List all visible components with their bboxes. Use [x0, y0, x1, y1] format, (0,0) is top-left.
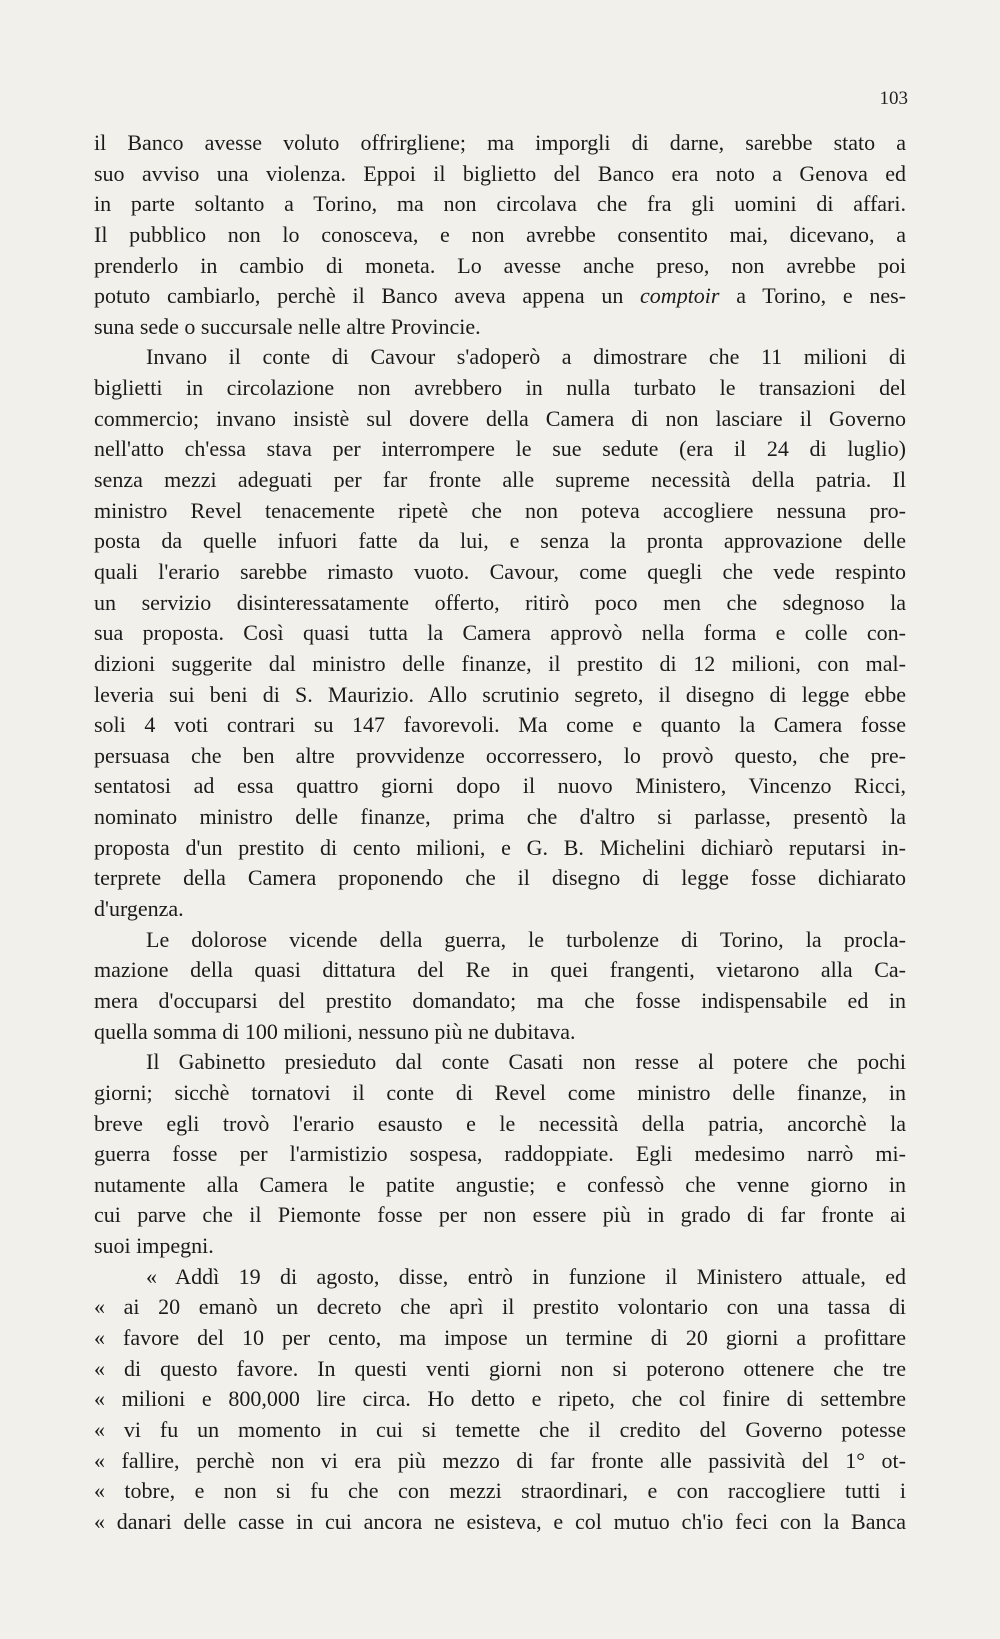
text-line: « ai 20 emanò un decreto che aprì il prestito volontario con una tassa di	[94, 1294, 906, 1320]
text-line: soli 4 voti contrari su 147 favorevoli. Ma come e quanto la Camera fosse	[94, 712, 906, 738]
text-line: prenderlo in cambio di moneta. Lo avesse anche preso, non avrebbe poi	[94, 252, 906, 278]
text-line: un servizio disinteressatamente offerto, ritirò poco men che sdegnoso la	[94, 589, 906, 615]
text-line: « fallire, perchè non vi era più mezzo di far fronte alle passività del 1° ot-	[94, 1447, 906, 1473]
text-line: quella somma di 100 milioni, nessuno più ne dubitava.	[94, 1018, 576, 1044]
text-line: Le dolorose vicende della guerra, le turbolenze di Torino, la procla-	[146, 926, 906, 952]
text-line: « danari delle casse in cui ancora ne esisteva, e col mutuo ch'io feci con la Banca	[94, 1508, 906, 1534]
text-line: in parte soltanto a Torino, ma non circolava che fra gli uomini di affari.	[94, 191, 906, 217]
text-line: « di questo favore. In questi venti giorni non si poterono ottenere che tre	[94, 1355, 906, 1381]
text-line: posta da quelle infuori fatte da lui, e senza la pronta approvazione delle	[94, 528, 906, 554]
text-line: cui parve che il Piemonte fosse per non essere più in grado di far fronte ai	[94, 1202, 906, 1228]
text-line: nutamente alla Camera le patite angustie; e confessò che venne giorno in	[94, 1171, 906, 1197]
text-line: Il Gabinetto presieduto dal conte Casati non resse al potere che pochi	[146, 1049, 906, 1075]
text-line: sentatosi ad essa quattro giorni dopo il nuovo Ministero, Vincenzo Ricci,	[94, 773, 906, 799]
page-number: 103	[879, 88, 908, 109]
text-line: nominato ministro delle finanze, prima che d'altro si parlasse, presentò la	[94, 804, 906, 830]
text-line: persuasa che ben altre provvidenze occorressero, lo provò questo, che pre-	[94, 742, 906, 768]
text-line: Invano il conte di Cavour s'adoperò a dimostrare che 11 milioni di	[146, 344, 906, 370]
text-line: mera d'occuparsi del prestito domandato; ma che fosse indispensabile ed in	[94, 987, 906, 1013]
text-line: « favore del 10 per cento, ma impose un termine di 20 giorni a profittare	[94, 1324, 906, 1350]
text-line: ministro Revel tenacemente ripetè che non poteva accogliere nessuna pro-	[94, 497, 906, 523]
text-line: suna sede o succursale nelle altre Provincie.	[94, 313, 481, 339]
text-line: « tobre, e non si fu che con mezzi straordinari, e con raccogliere tutti i	[94, 1478, 906, 1504]
text-line: nell'atto ch'essa stava per interrompere le sue sedute (era il 24 di luglio)	[94, 436, 906, 462]
text-line: suoi impegni.	[94, 1233, 214, 1259]
text-line: mazione della quasi dittatura del Re in quei frangenti, vietarono alla Ca-	[94, 957, 906, 983]
text-line: Il pubblico non lo conosceva, e non avrebbe consentito mai, dicevano, a	[94, 221, 906, 247]
text-line: senza mezzi adeguati per far fronte alle supreme necessità della patria. Il	[94, 467, 906, 493]
text-line: suo avviso una violenza. Eppoi il biglietto del Banco era noto a Genova ed	[94, 160, 906, 186]
text-line: « Addì 19 di agosto, disse, entrò in funzione il Ministero attuale, ed	[146, 1263, 906, 1289]
text-line: dizioni suggerite dal ministro delle finanze, il prestito di 12 milioni, con mal-	[94, 650, 906, 676]
text-line: sua proposta. Così quasi tutta la Camera approvò nella forma e colle con-	[94, 620, 906, 646]
text-line: giorni; sicchè tornatovi il conte di Revel come ministro delle finanze, in	[94, 1079, 906, 1105]
text-line: biglietti in circolazione non avrebbero in nulla turbato le transazioni del	[94, 375, 906, 401]
text-line: « vi fu un momento in cui si temette che il credito del Governo potesse	[94, 1416, 906, 1442]
text-line: il Banco avesse voluto offrirgliene; ma imporgli di darne, sarebbe stato a	[94, 130, 906, 155]
text-line: potuto cambiarlo, perchè il Banco aveva appena un comptoir a Torino, e nes-	[94, 283, 906, 309]
text-line: breve egli trovò l'erario esausto e le necessità della patria, ancorchè la	[94, 1110, 906, 1136]
text-line: quali l'erario sarebbe rimasto vuoto. Cavour, come quegli che vede respinto	[94, 558, 906, 584]
text-line: « milioni e 800,000 lire circa. Ho detto e ripeto, che col finire di settembre	[94, 1386, 906, 1412]
text-line: d'urgenza.	[94, 896, 184, 922]
text-line: leveria sui beni di S. Maurizio. Allo scrutinio segreto, il disegno di legge ebbe	[94, 681, 906, 707]
text-line: guerra fosse per l'armistizio sospesa, raddoppiate. Egli medesimo narrò mi-	[94, 1141, 906, 1167]
italic-word: comptoir	[640, 283, 720, 309]
text-line: commercio; invano insistè sul dovere della Camera di non lasciare il Governo	[94, 405, 906, 431]
body-text	[94, 128, 906, 1537]
text-line: proposta d'un prestito di cento milioni, e G. B. Michelini dichiarò reputarsi in-	[94, 834, 906, 860]
text-line: terprete della Camera proponendo che il disegno di legge fosse dichiarato	[94, 865, 906, 891]
